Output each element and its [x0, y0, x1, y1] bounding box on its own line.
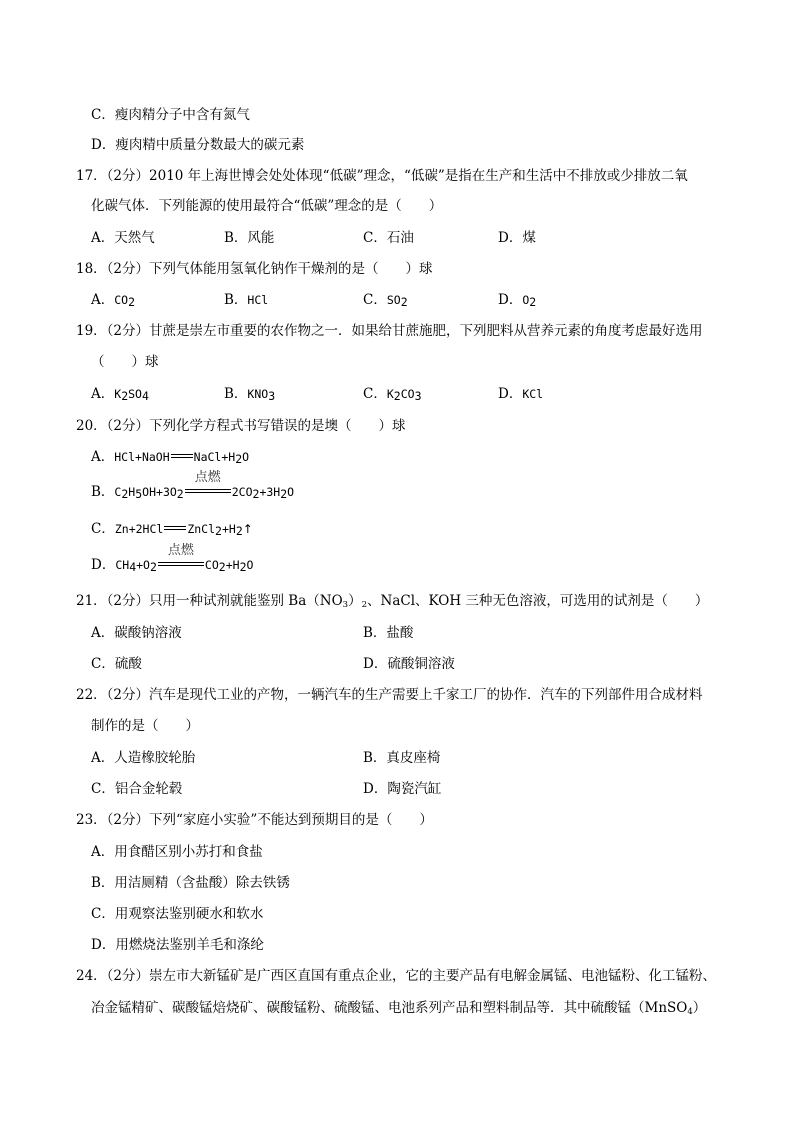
q22-stem-line2: 制作的是（ ）: [91, 718, 199, 734]
q21-option-d: D．硫酸铜溶液: [363, 656, 455, 672]
q19-option-a: A．$K_2SO_4$: [91, 386, 149, 403]
q21-option-a: A．碳酸钠溶液: [91, 625, 182, 641]
q19-option-c: C．$K_2CO_3$: [363, 386, 422, 403]
q19-option-d: D．KCl: [498, 386, 544, 402]
q19-stem-line1: 19．（2分）甘蔗是崇左市重要的农作物之一．如果给甘蔗施肥，下列肥料从营养元素的角度考虑最好选用: [76, 323, 703, 339]
gas-arrow-icon: ↑: [242, 522, 253, 536]
equals-sign-icon: [171, 454, 193, 458]
q23-option-c: C．用观察法鉴别硬水和软水: [91, 906, 264, 922]
q23-option-a: A．用食醋区别小苏打和食盐: [91, 844, 263, 860]
q18-stem: 18．（2分）下列气体能用氢氧化钠作干燥剂的是（ ）球: [76, 261, 433, 277]
q17-option-d: D．煤: [498, 230, 536, 246]
q20-option-b: B．$C_2H_5OH+3O_2$ 点燃 $2CO_2+3H_2O$: [91, 470, 295, 501]
q21-option-c: C．硫酸: [91, 656, 142, 672]
q23-option-d: D．用燃烧法鉴别羊毛和涤纶: [91, 937, 264, 953]
reaction-condition: 点燃: [157, 556, 205, 574]
q18-option-d: D．$O_2$: [498, 292, 537, 309]
q23-stem: 23．（2分）下列“家庭小实验”不能达到预期目的是（ ）: [76, 812, 433, 828]
q17-stem-line2: 化碳气体．下列能源的使用最符合“低碳”理念的是（ ）: [91, 198, 443, 214]
q18-option-a: A．$CO_2$: [91, 292, 136, 309]
q19-stem-line2: （ ）球: [91, 354, 159, 370]
q22-option-c: C．铝合金轮毂: [91, 781, 183, 797]
q16-option-c: C．瘦肉精分子中含有氮气: [91, 107, 250, 123]
equals-sign-icon: [164, 526, 186, 530]
reaction-condition: 点燃: [184, 483, 232, 501]
q20-option-c: C．Zn+2HCl $ZnCl_2+H_2↑$: [91, 521, 253, 538]
q19-option-b: B．$KNO_3$: [224, 386, 276, 403]
q22-option-b: B．真皮座椅: [363, 750, 441, 766]
q20-option-d: D．$CH_4+O_2$ 点燃 $CO_2+H_2O$: [91, 543, 254, 574]
q17-option-c: C．石油: [363, 230, 414, 246]
q21-stem: 21．（2分）只用一种试剂就能鉴别 $Ba(NO_3)_2$、NaCl、KOH 三种无色溶液，可选用的试剂是（ ）: [76, 593, 709, 610]
q18-option-c: C．$SO_2$: [363, 292, 408, 309]
q17-option-b: B．风能: [224, 230, 275, 246]
q22-stem-line1: 22．（2分）汽车是现代工业的产物，一辆汽车的生产需要上千家工厂的协作．汽车的下列部件用合成材料: [76, 687, 703, 703]
q21-option-b: B．盐酸: [363, 625, 414, 641]
q16-option-d: D．瘦肉精中质量分数最大的碳元素: [91, 137, 305, 153]
q24-stem-line2: 冶金锰精矿、碳酸锰焙烧矿、碳酸锰粉、硫酸锰、电池系列产品和塑料制品等．其中硫酸锰（MnSO$_4$）: [91, 1000, 707, 1017]
q23-option-b: B．用洁厕精（含盐酸）除去铁锈: [91, 875, 290, 891]
q20-option-a: A．HCl+NaOH $NaCl+H_2O$: [91, 449, 250, 466]
q24-stem-line1: 24．（2分）崇左市大新锰矿是广西区直国有重点企业，它的主要产品有电解金属锰、电池锰粉、化工锰粉、: [76, 968, 717, 984]
q22-option-d: D．陶瓷汽缸: [363, 781, 442, 797]
q17-stem-line1: 17．（2分）2010 年上海世博会处处体现“低碳”理念，“低碳”是指在生产和生活中不排放或少排放二氧: [76, 168, 688, 184]
q18-option-b: B．HCl: [224, 292, 269, 308]
q17-option-a: A．天然气: [91, 230, 155, 246]
q20-stem: 20．（2分）下列化学方程式书写错误的是墺（ ）球: [76, 418, 406, 434]
q22-option-a: A．人造橡胶轮胎: [91, 750, 196, 766]
